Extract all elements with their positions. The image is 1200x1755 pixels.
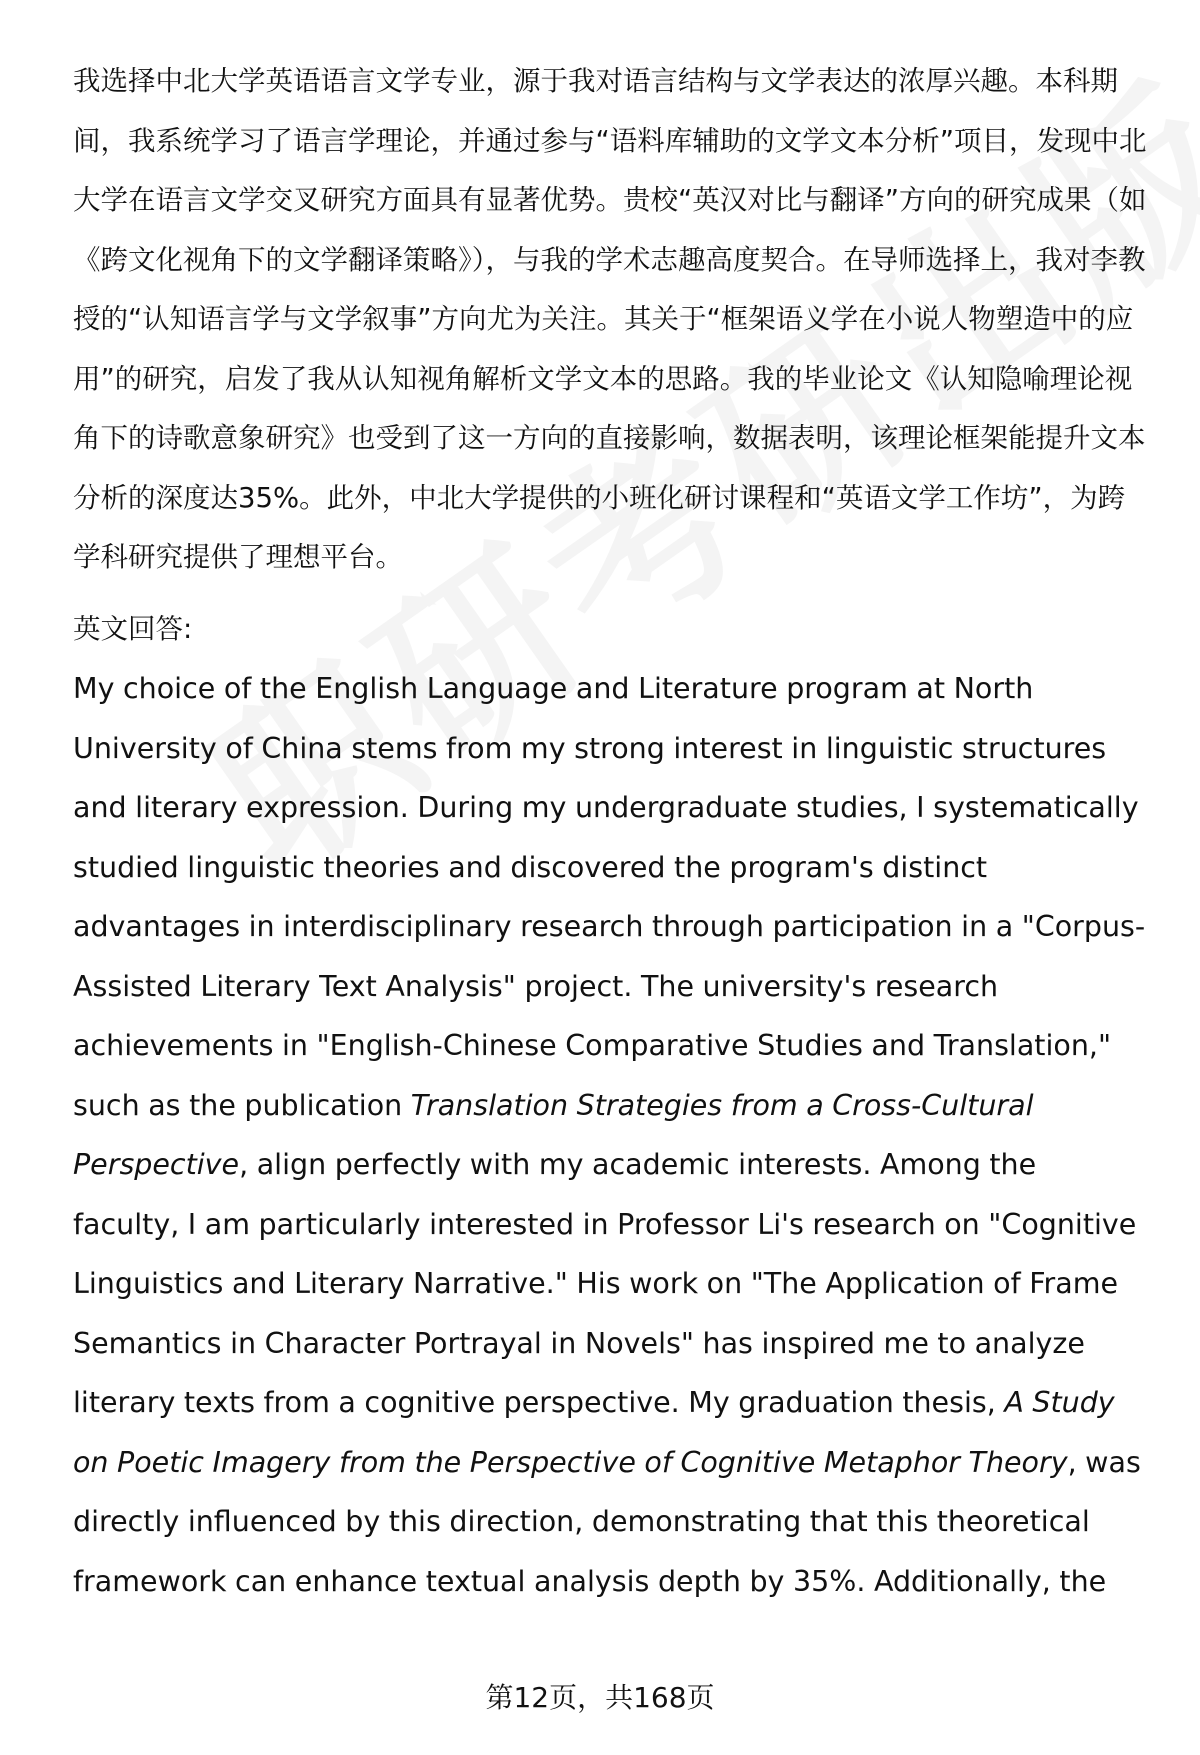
page-content — [73, 52, 1148, 1611]
english-answer-text-1: My choice of the English Language and Literature program at North University of China stems from my strong interest in linguistic structures and literary expression. During my undergraduate studies, I systematically studied linguistic theories and discovered the program's distinct advantages in interdisciplinary research through participation in a "Corpus-Assisted Literary Text Analysis" project. The university's research achievements in "English-Chinese Comparative Studies and Translation," such as the publication — [73, 672, 1146, 1122]
thesis-title: A Study on Poetic Imagery from the Perspective of Cognitive Metaphor Theory — [73, 1386, 1115, 1479]
chinese-answer-paragraph: 我选择中北大学英语语言文学专业，源于我对语言结构与文学表达的浓厚兴趣。本科期间，我系统学习了语言学理论，并通过参与“语料库辅助的文学文本分析”项目，发现中北大学在语言文学交叉研究方面具有显著优势。贵校“英汉对比与翻译”方向的研究成果（如《跨文化视角下的文学翻译策略》），与我的学术志趣高度契合。在导师选择上，我对李教授的“认知语言学与文学叙事”方向尤为关注。其关于“框架语义学在小说人物塑造中的应用”的研究，启发了我从认知视角解析文学文本的思路。我的毕业论文《认知隐喻理论视角下的诗歌意象研究》也受到了这一方向的直接影响，数据表明，该理论框架能提升文本分析的深度达35%。此外，中北大学提供的小班化研讨课程和“英语文学工作坊”，为跨学科研究提供了理想平台。 — [73, 65, 1147, 573]
page-number-footer: 第12页，共168页 — [485, 1681, 715, 1714]
english-answer-text-2: , align perfectly with my academic interests. Among the faculty, I am particularly interested in Professor Li's research on "Cognitive Linguistics and Literary Narrative." His work on "The Application of Frame Semantics in Character Portrayal in Novels" has inspired me to analyze literary texts from a cognitive perspective. My graduation thesis, — [73, 1148, 1137, 1419]
publication-title: Translation Strategies from a Cross-Cultural Perspective — [73, 1088, 1034, 1181]
english-answer-label: 英文回答: — [73, 612, 193, 645]
english-answer-paragraph — [73, 659, 1148, 1611]
english-answer-text-3: , was directly influenced by this direction, demonstrating that this theoretical framework can enhance textual analysis depth by 35%. Additionally, the — [73, 1445, 1141, 1598]
